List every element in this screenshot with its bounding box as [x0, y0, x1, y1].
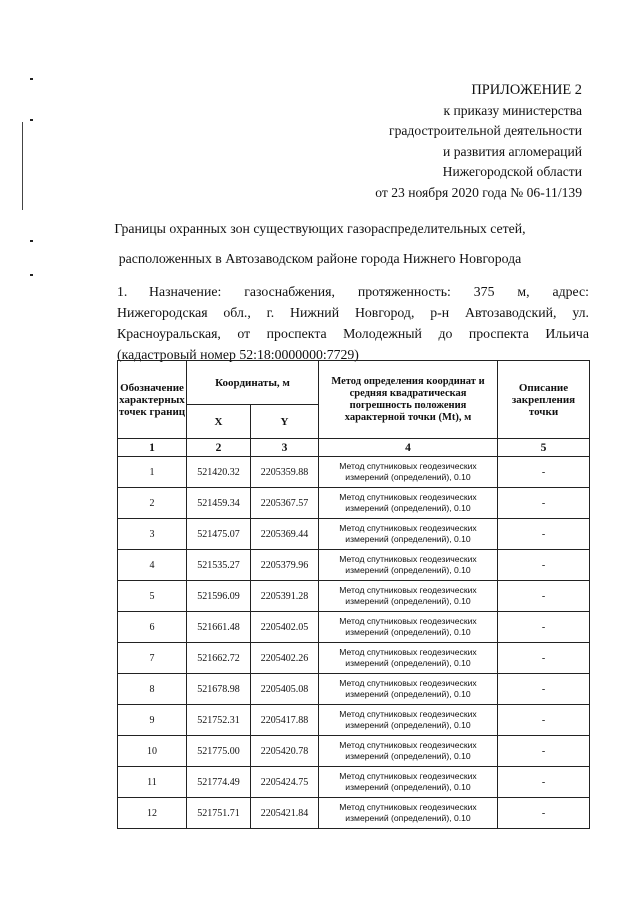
scan-mark: [30, 78, 33, 80]
paragraph-line-3: [117, 323, 589, 344]
cell-point: 4: [118, 550, 187, 581]
col-number: 1: [118, 439, 187, 457]
header-point: Обозначение характерных точек границ: [118, 361, 187, 439]
cell-point: 10: [118, 736, 187, 767]
word: г.: [266, 305, 275, 320]
cell-x: 521752.31: [187, 705, 251, 736]
table-row: [118, 736, 590, 767]
header-method: Метод определения координат и средняя квадратическая погрешность положения характерной точки (Mt), м: [319, 361, 498, 439]
cell-point: 8: [118, 674, 187, 705]
document-title-line: Границы охранных зон существующих газораспределительных сетей,: [114, 221, 526, 236]
cell-y: 2205405.08: [251, 674, 319, 705]
cell-point: 3: [118, 519, 187, 550]
paragraph-line-1: [117, 281, 589, 302]
cell-y: 2205367.57: [251, 488, 319, 519]
word: м,: [517, 284, 530, 299]
word: Автозаводский,: [465, 305, 557, 320]
cell-description: -: [498, 705, 590, 736]
cell-y: 2205421.84: [251, 798, 319, 829]
table-row: [118, 519, 590, 550]
header-x: X: [187, 405, 251, 439]
word: проспекта: [266, 326, 327, 341]
header-description: Описание закрепления точки: [498, 361, 590, 439]
cell-method: Метод спутниковых геодезических измерений (определений), 0.10: [319, 550, 498, 581]
word: газоснабжения,: [244, 284, 335, 299]
section-number: 1.: [117, 284, 128, 299]
scan-mark: [30, 119, 33, 121]
cell-y: 2205379.96: [251, 550, 319, 581]
cell-method: Метод спутниковых геодезических измерений (определений), 0.10: [319, 643, 498, 674]
appendix-line: к приказу министерства: [443, 102, 582, 118]
scan-mark: [30, 240, 33, 242]
section-paragraph: [117, 281, 589, 365]
word: обл.,: [223, 305, 251, 320]
table-row: [118, 612, 590, 643]
table-row: [118, 643, 590, 674]
cell-y: 2205391.28: [251, 581, 319, 612]
word: проспекта: [468, 326, 529, 341]
cell-x: 521662.72: [187, 643, 251, 674]
cell-x: 521775.00: [187, 736, 251, 767]
word: Ильича: [545, 326, 589, 341]
cell-description: -: [498, 767, 590, 798]
cell-y: 2205417.88: [251, 705, 319, 736]
word: Нижегородская: [117, 305, 208, 320]
cell-x: 521596.09: [187, 581, 251, 612]
cell-point: 5: [118, 581, 187, 612]
word: адрес:: [552, 284, 589, 299]
word: протяженность:: [357, 284, 451, 299]
cell-method: Метод спутниковых геодезических измерений (определений), 0.10: [319, 798, 498, 829]
cell-point: 2: [118, 488, 187, 519]
cell-x: 521661.48: [187, 612, 251, 643]
header-coordinates: Координаты, м: [187, 361, 319, 405]
cell-method: Метод спутниковых геодезических измерений (определений), 0.10: [319, 488, 498, 519]
cell-y: 2205402.26: [251, 643, 319, 674]
word: Назначение:: [149, 284, 222, 299]
word: от: [237, 326, 251, 341]
col-number: 2: [187, 439, 251, 457]
cell-x: 521535.27: [187, 550, 251, 581]
cell-description: -: [498, 488, 590, 519]
table-row: [118, 705, 590, 736]
cell-description: -: [498, 798, 590, 829]
word: 375: [473, 284, 495, 299]
cell-point: 11: [118, 767, 187, 798]
word: Молодежный: [343, 326, 422, 341]
cell-y: 2205369.44: [251, 519, 319, 550]
cell-y: 2205359.88: [251, 457, 319, 488]
paragraph-line-2: [117, 302, 589, 323]
appendix-line: Нижегородской области: [442, 164, 582, 179]
cell-y: 2205420.78: [251, 736, 319, 767]
cell-description: -: [498, 550, 590, 581]
table-row: [118, 674, 590, 705]
cell-y: 2205402.05: [251, 612, 319, 643]
cell-method: Метод спутниковых геодезических измерений (определений), 0.10: [319, 767, 498, 798]
word: Нижний: [290, 305, 340, 320]
appendix-date: от 23 ноября 2020 года № 06-11/139: [375, 184, 582, 200]
word: р-н: [430, 305, 450, 320]
col-number: 3: [251, 439, 319, 457]
table-row: [118, 767, 590, 798]
document-title: [60, 214, 580, 274]
cell-description: -: [498, 581, 590, 612]
word: Красноуральская,: [117, 326, 221, 341]
cadastral-number: (кадастровый номер 52:18:0000000:7729): [117, 347, 359, 362]
cell-x: 521678.98: [187, 674, 251, 705]
cell-description: -: [498, 674, 590, 705]
cell-x: 521751.71: [187, 798, 251, 829]
document-title-line: расположенных в Автозаводском районе города Нижнего Новгорода: [118, 251, 522, 266]
table-row: [118, 550, 590, 581]
header-y: Y: [251, 405, 319, 439]
word: ул.: [572, 305, 589, 320]
table-row: [118, 798, 590, 829]
table-row: [118, 488, 590, 519]
cell-x: 521459.34: [187, 488, 251, 519]
cell-description: -: [498, 519, 590, 550]
cell-method: Метод спутниковых геодезических измерений (определений), 0.10: [319, 519, 498, 550]
coordinates-table: [117, 360, 590, 829]
cell-method: Метод спутниковых геодезических измерений (определений), 0.10: [319, 457, 498, 488]
cell-method: Метод спутниковых геодезических измерений (определений), 0.10: [319, 705, 498, 736]
cell-method: Метод спутниковых геодезических измерений (определений), 0.10: [319, 581, 498, 612]
appendix-line: градостроительной деятельности: [389, 123, 582, 138]
word: Новгород,: [354, 305, 415, 320]
cell-point: 6: [118, 612, 187, 643]
cell-point: 9: [118, 705, 187, 736]
col-number: 5: [498, 439, 590, 457]
cell-x: 521774.49: [187, 767, 251, 798]
cell-x: 521420.32: [187, 457, 251, 488]
cell-x: 521475.07: [187, 519, 251, 550]
cell-y: 2205424.75: [251, 767, 319, 798]
cell-description: -: [498, 736, 590, 767]
cell-description: -: [498, 457, 590, 488]
cell-point: 1: [118, 457, 187, 488]
col-number: 4: [319, 439, 498, 457]
appendix-line: и развития агломераций: [443, 143, 582, 159]
scan-line: [22, 122, 23, 210]
table-row: [118, 581, 590, 612]
cell-method: Метод спутниковых геодезических измерений (определений), 0.10: [319, 736, 498, 767]
cell-description: -: [498, 643, 590, 674]
scan-mark: [30, 274, 33, 276]
appendix-header: [282, 80, 582, 203]
word: до: [438, 326, 453, 341]
cell-method: Метод спутниковых геодезических измерений (определений), 0.10: [319, 612, 498, 643]
appendix-title: ПРИЛОЖЕНИЕ 2: [471, 82, 582, 98]
cell-description: -: [498, 612, 590, 643]
cell-method: Метод спутниковых геодезических измерений (определений), 0.10: [319, 674, 498, 705]
cell-point: 7: [118, 643, 187, 674]
table-row: [118, 457, 590, 488]
cell-point: 12: [118, 798, 187, 829]
